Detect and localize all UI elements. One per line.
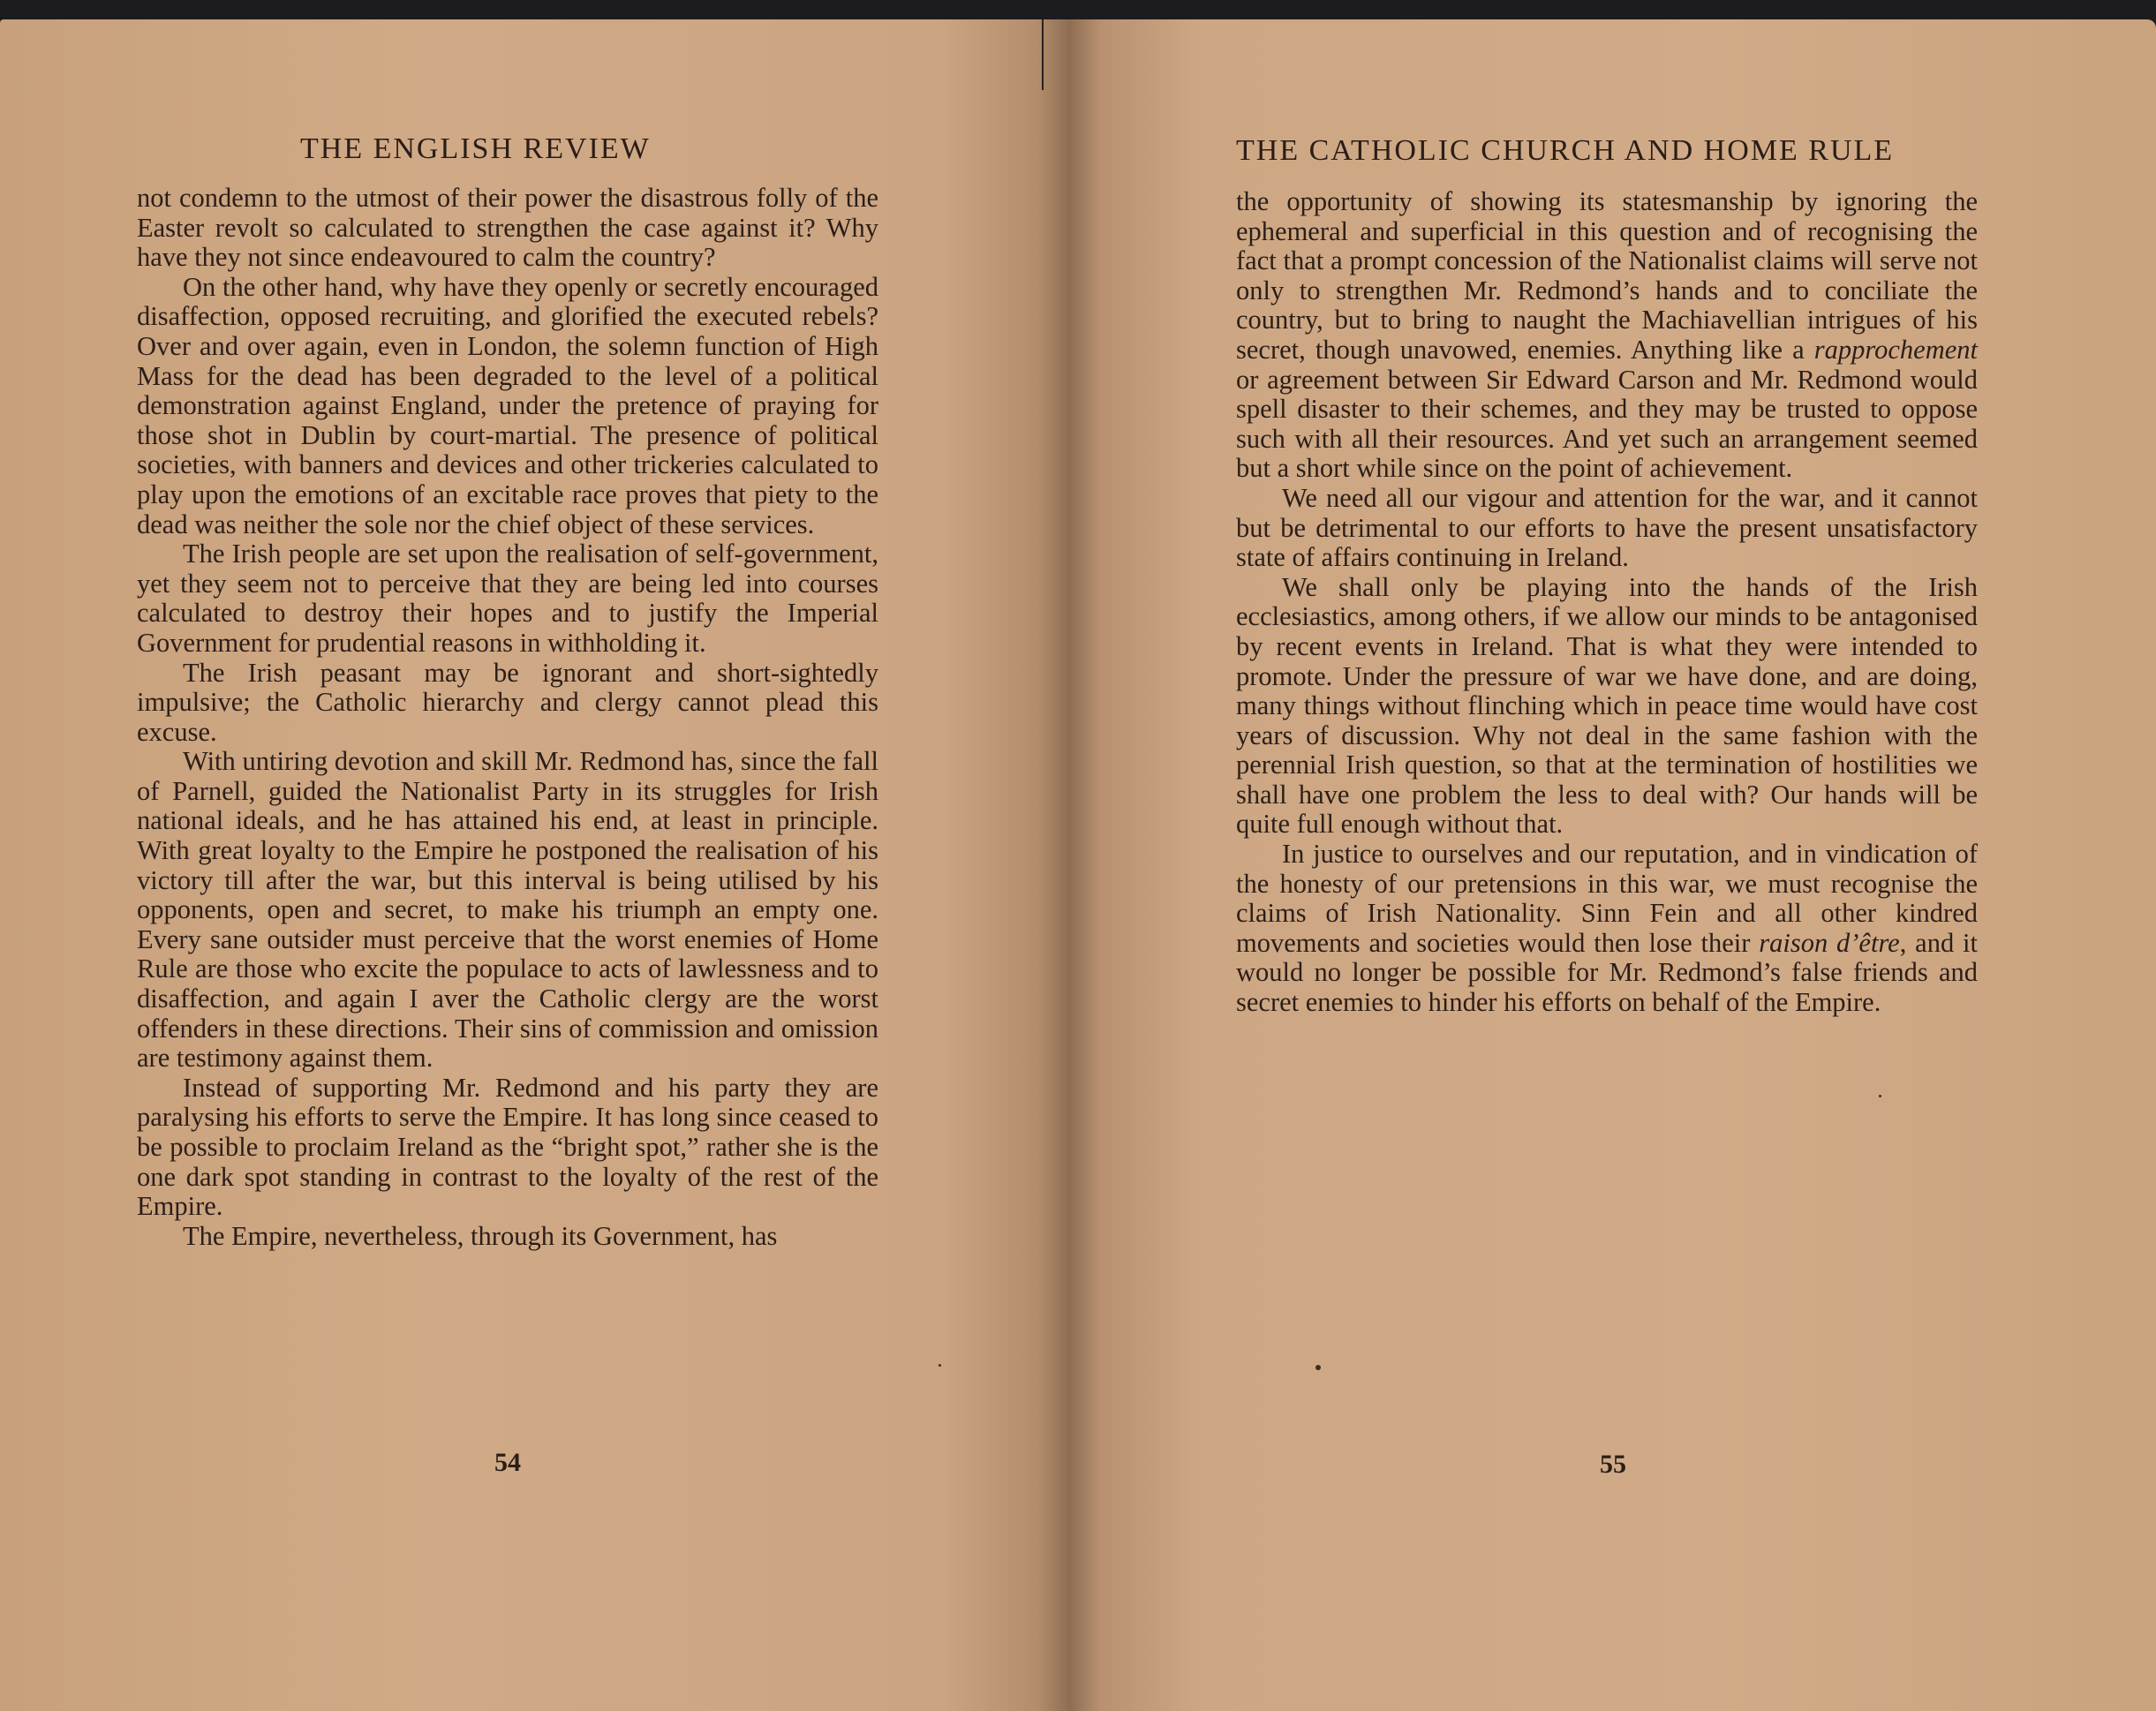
left-page-number: 54 (494, 1448, 521, 1477)
right-paragraph-4-text-a: In justice to ourselves and our reputation, and in vindication of the honesty of our pretensions in this war, we must recognise the claims of Irish Nationality. Sinn Fein and all other kindred movements and societies would then lose their (1236, 839, 1978, 958)
right-paragraph-1 (1236, 187, 1978, 484)
right-paragraph-3: We shall only be playing into the hands of the Irish ecclesiastics, among others, if we allow our minds to be antagonised by recent events in Ireland. That is what they were intended to promote. Under the pressure of war we have done, and are doing, many things without flinching which in peace time would have cost years of discussion. Why not deal in the same fashion with the perennial Irish question, so that at the termination of hostilities we shall have one problem the less to deal with? Our hands will be quite full enough without that. (1236, 571, 1978, 840)
right-paragraph-1-italic: rapprochement (1813, 334, 1978, 365)
right-paragraph-1-text-a: the opportunity of showing its statesmanship by ignoring the ephemeral and superficial in this question and of recognising the fact that a prompt concession of the Nationalist claims will serve not only to strengthen Mr. Redmond’s hands and to conciliate the country, but to bring to naught the Machiavellian intrigues of his secret, though unavowed, enemies. Anything like a (1236, 186, 1978, 365)
paper-speck (939, 1364, 941, 1367)
left-paragraph-7: The Empire, nevertheless, through its Government, has (183, 1220, 778, 1251)
left-paragraph-6: Instead of supporting Mr. Redmond and his party they are paralysing his efforts to serve the Empire. It has long since ceased to be possible to proclaim Ireland as the “bright spot,” rather she is the one dark spot standing in contrast to the loyalty of the rest of the Empire. (137, 1072, 878, 1222)
left-paragraph-3: The Irish people are set upon the realisation of self-government, yet they seem not to perceive that they are being led into courses calculated to destroy their hopes and to justify the Imperial Government for prudential reasons in withholding it. (137, 539, 878, 658)
left-text-column (137, 184, 878, 1251)
right-text-column (1236, 187, 1978, 1018)
right-paragraph-1-text-b: or agreement between Sir Edward Carson and Mr. Redmond would spell disaster to their schemes, and they may be trusted to oppose such with all their resources. And yet such an arrangement seemed but a short while since on the point of achievement. (1236, 364, 1978, 484)
paper-speck (1315, 1365, 1321, 1370)
left-running-head: THE ENGLISH REVIEW (300, 132, 651, 165)
left-paragraph-2: On the other hand, why have they openly or secretly encouraged disaffection, opposed recruiting, and glorified the executed rebels? Over and over again, even in London, the solemn function of High Mass for the dead has been degraded to the level of a political demonstration against England, under the pretence of praying for those shot in Dublin by court-martial. The presence of political societies, with banners and devices and other trickeries calculated to play upon the emotions of an excitable race proves that piety to the dead was neither the sole nor the chief object of these services. (137, 271, 878, 539)
left-paragraph-4: The Irish peasant may be ignorant and short-sightedly impulsive; the Catholic hierarchy and clergy cannot plead this excuse. (137, 657, 878, 747)
left-paragraph-1: not condemn to the utmost of their power the disastrous folly of the Easter revolt so calculated to strengthen the case against it? Why have they not since endeavoured to calm the country? (137, 183, 878, 273)
paper-speck (1879, 1095, 1881, 1097)
right-paragraph-4 (1236, 840, 1978, 1018)
right-paragraph-4-italic: raison d’être (1759, 927, 1900, 958)
right-paragraph-4-text-b: , and it would no longer be possible for Mr. Redmond’s false friends and secret enemies to hinder his efforts on behalf of the Empire. (1236, 927, 1978, 1018)
right-running-head: THE CATHOLIC CHURCH AND HOME RULE (1236, 134, 1895, 167)
right-page-number: 55 (1600, 1450, 1626, 1479)
left-paragraph-5: With untiring devotion and skill Mr. Redmond has, since the fall of Parnell, guided the Nationalist Party in its struggles for Irish national ideals, and he has attained his end, at least in principle. With great loyalty to the Empire he postponed the realisation of his victory till after the war, but this interval is being utilised by his opponents, open and secret, to make his triumph an empty one. Every sane outsider must perceive that the worst enemies of Home Rule are those who excite the populace to acts of lawlessness and to disaffection, and again I aver the Catholic clergy are the worst offenders in these directions. Their sins of commission and omission are testimony against them. (137, 746, 878, 1074)
binding-gutter (1042, 19, 1044, 90)
right-paragraph-2: We need all our vigour and attention for the war, and it cannot but be detrimental to our efforts to have the present unsatisfactory state of affairs continuing in Ireland. (1236, 482, 1978, 573)
